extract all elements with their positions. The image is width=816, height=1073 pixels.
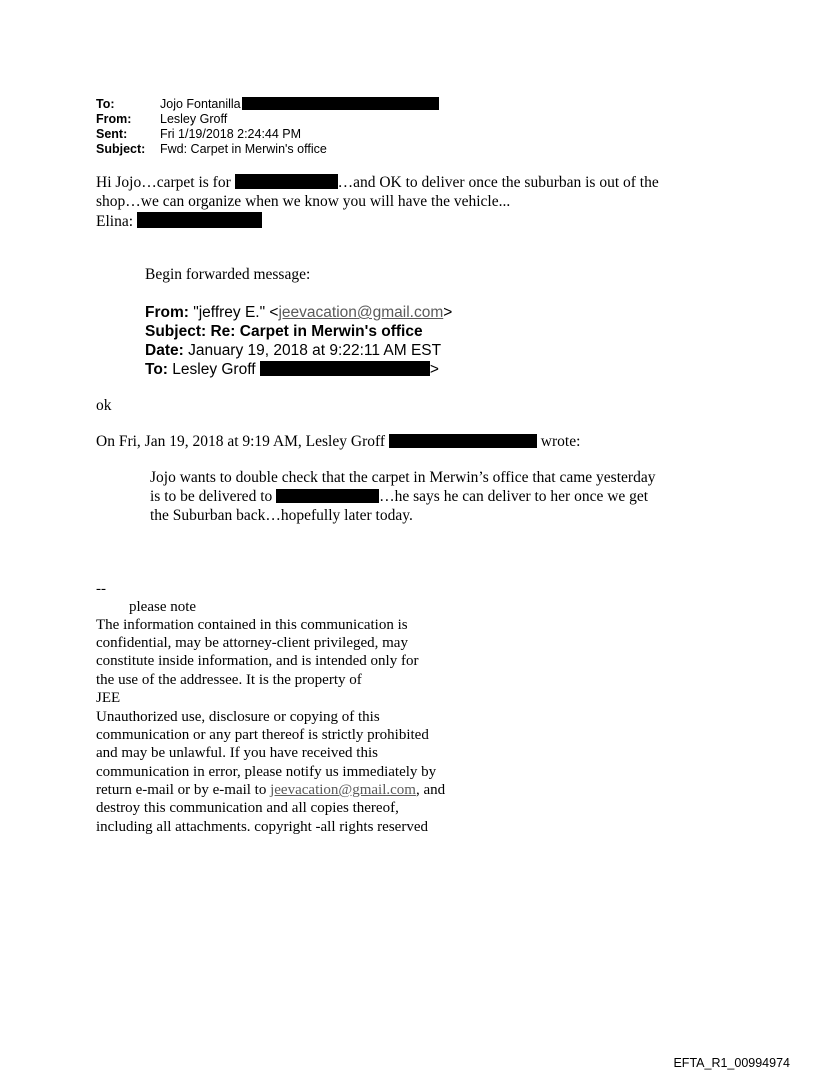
fwd-to-value: Lesley Groff [172, 361, 256, 378]
redaction-box [235, 174, 338, 189]
disclaimer-line: Unauthorized use, disclosure or copying of this [96, 709, 380, 725]
fwd-from-line: From: "jeffrey E." <jeevacation@gmail.com> [145, 304, 453, 321]
body-line-1: Hi Jojo…carpet is for …and OK to deliver once the suburban is out of the [96, 174, 659, 191]
disclaimer-line: destroy this communication and all copies thereof, [96, 800, 399, 816]
disclaimer-line: The information contained in this communication is [96, 617, 408, 633]
from-value: Lesley Groff [160, 112, 228, 126]
fwd-subject-line [145, 322, 423, 341]
redaction-box [389, 434, 537, 448]
body-line-3: Elina: [96, 212, 262, 232]
quoted-line-2: is to be delivered to …he says he can deliver to her once we get [150, 488, 649, 505]
fwd-to-line: To: Lesley Groff > [145, 361, 439, 378]
disclaimer-line: the use of the addressee. It is the property of [96, 672, 362, 688]
fwd-to-label: To: [145, 361, 168, 378]
disclaimer-line: and may be unlawful. If you have received this [96, 745, 378, 761]
redaction-box [242, 97, 439, 110]
fwd-from-label: From: [145, 304, 189, 321]
fwd-date-value: January 19, 2018 at 9:22:11 AM EST [188, 342, 442, 359]
from-label: From: [96, 112, 132, 126]
body-line-2: shop…we can organize when we know you will have the vehicle... [96, 193, 511, 210]
disclaimer-line: communication or any part thereof is strictly prohibited [96, 727, 429, 743]
forward-intro: Begin forwarded message: [145, 266, 311, 283]
subject-value: Fwd: Carpet in Merwin's office [160, 142, 327, 156]
fwd-date-label: Date: [145, 342, 184, 359]
signature-note: please note [129, 599, 197, 615]
redaction-box [276, 489, 379, 503]
disclaimer-line: including all attachments. copyright -all rights reserved [96, 819, 428, 835]
redaction-box [137, 212, 262, 228]
sent-label: Sent: [96, 127, 128, 141]
signature-dashes: -- [96, 581, 106, 597]
quoted-line-1: Jojo wants to double check that the carpet in Merwin’s office that came yesterday [150, 469, 656, 486]
document-id: EFTA_R1_00994974 [673, 1056, 790, 1070]
fwd-subject-value: Re: Carpet in Merwin's office [210, 323, 423, 340]
disclaimer-line: constitute inside information, and is intended only for [96, 653, 419, 669]
disclaimer-line: confidential, may be attorney-client privileged, may [96, 635, 408, 651]
fwd-from-email-link[interactable]: jeevacation@gmail.com [278, 304, 444, 321]
fwd-subject-label: Subject: [145, 323, 207, 340]
quoted-line-3: the Suburban back…hopefully later today. [150, 507, 413, 524]
sent-value: Fri 1/19/2018 2:24:44 PM [160, 127, 302, 141]
disclaimer-line: communication in error, please notify us immediately by [96, 764, 437, 780]
to-label: To: [96, 97, 115, 111]
disclaimer-email-link[interactable]: jeevacation@gmail.com [270, 782, 416, 798]
to-value: Jojo Fontanilla [160, 97, 439, 112]
disclaimer-line: return e-mail or by e-mail to jeevacation@gmail.com, and [96, 782, 446, 798]
reply-text: ok [96, 397, 112, 414]
redaction-box [260, 361, 430, 376]
quote-attribution: On Fri, Jan 19, 2018 at 9:19 AM, Lesley Groff wrote: [96, 433, 581, 450]
fwd-date-line [145, 341, 441, 360]
disclaimer-line: JEE [96, 690, 121, 706]
subject-label: Subject: [96, 142, 146, 156]
